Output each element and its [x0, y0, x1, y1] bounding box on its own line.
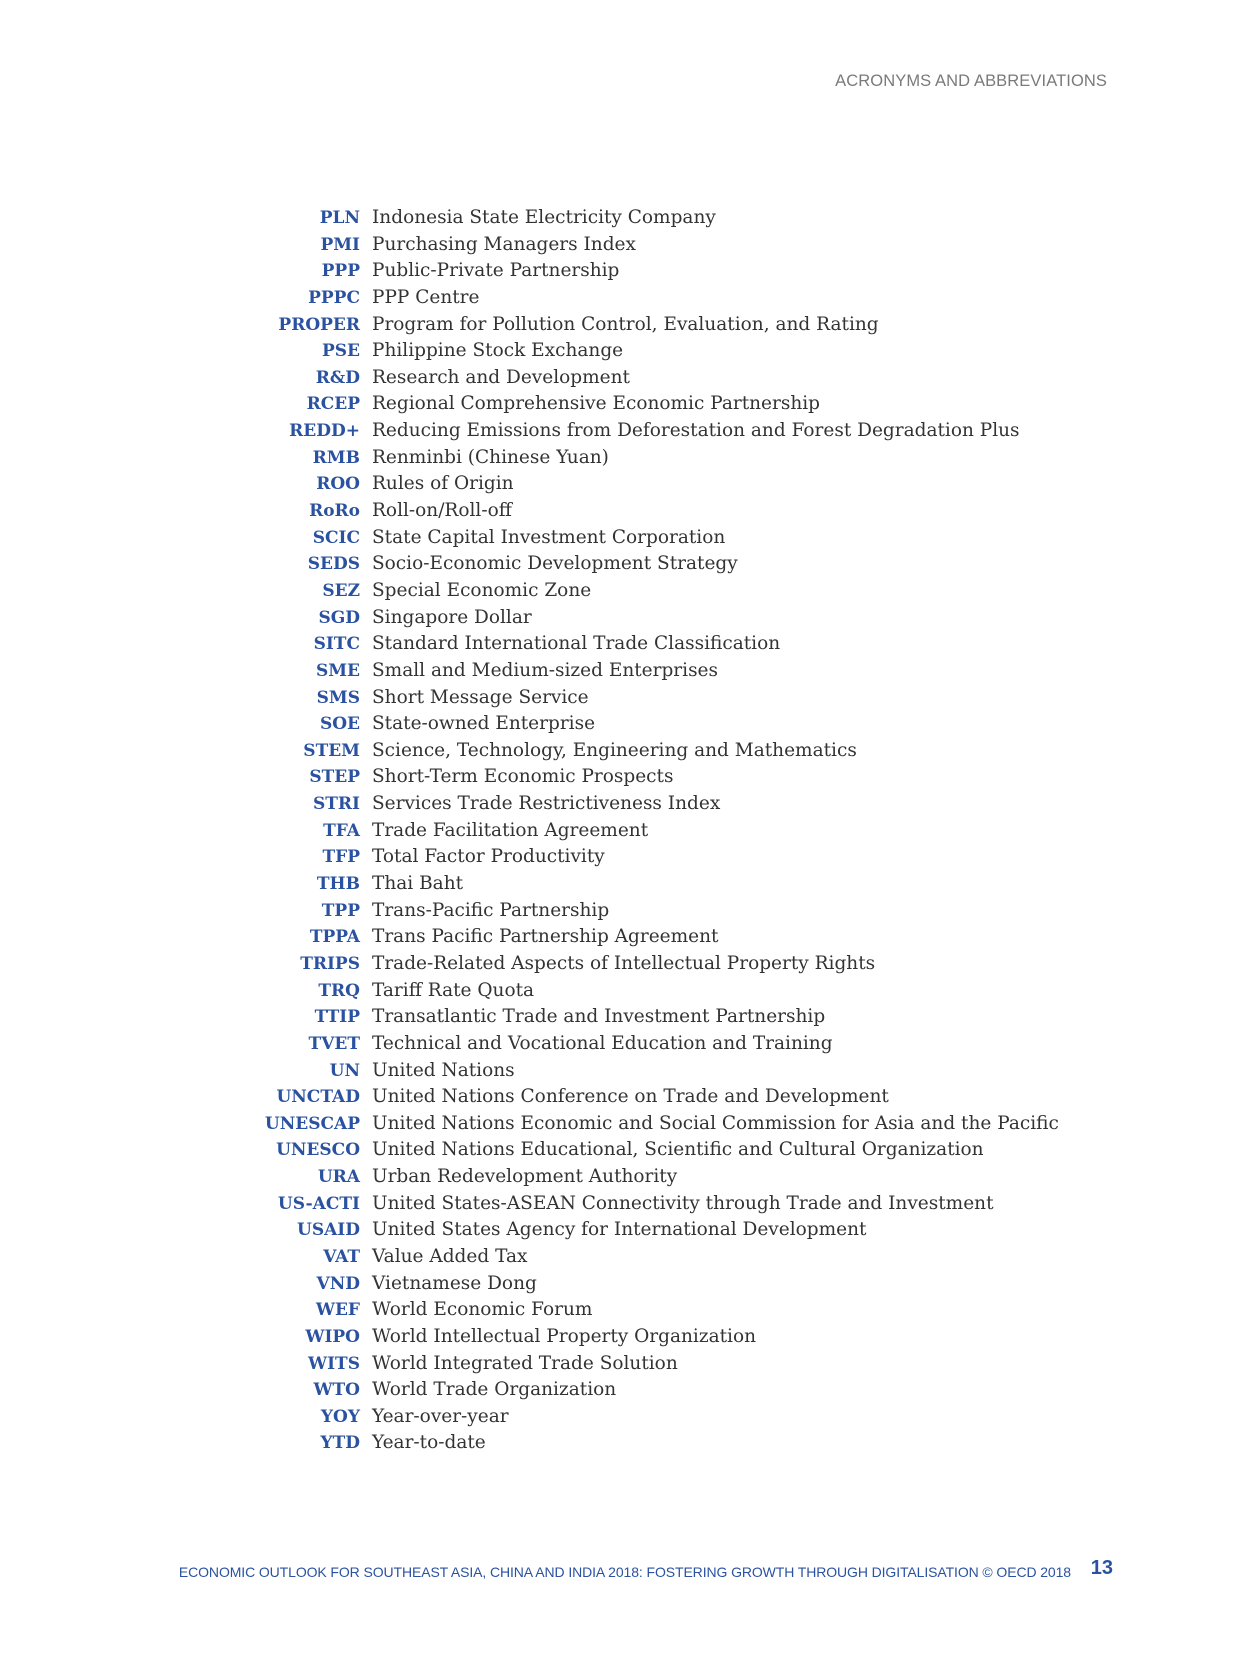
acronym-abbr: WIPO	[305, 1326, 360, 1347]
acronym-abbr: VAT	[323, 1246, 360, 1267]
acronym-entry	[0, 234, 1059, 261]
acronym-definition: Total Factor Productivity	[372, 846, 605, 868]
acronym-abbr: SITC	[313, 634, 360, 655]
acronym-abbr: ROO	[316, 474, 360, 495]
acronym-abbr: TPP	[321, 900, 360, 921]
acronym-definition: World Intellectual Property Organization	[372, 1325, 757, 1347]
acronym-definition: Public-Private Partnership	[372, 260, 620, 282]
acronym-entry	[0, 287, 1059, 314]
acronym-abbr: TTIP	[314, 1007, 360, 1028]
acronym-definition: United Nations	[372, 1059, 515, 1081]
acronym-abbr: UNCTAD	[276, 1087, 360, 1108]
acronym-abbr: RCEP	[306, 394, 360, 415]
acronym-abbr: PMI	[320, 234, 360, 255]
acronym-definition: Small and Medium-sized Enterprises	[372, 659, 718, 681]
acronym-definition: Science, Technology, Engineering and Mathematics	[372, 739, 857, 761]
acronym-definition: Research and Development	[372, 366, 630, 388]
acronym-definition: Standard International Trade Classification	[372, 633, 781, 655]
acronym-definition: Socio-Economic Development Strategy	[372, 553, 738, 575]
acronym-abbr: STEP	[309, 767, 360, 788]
acronym-abbr: SOE	[319, 714, 360, 735]
acronym-entry	[0, 473, 1059, 500]
page-number: 13	[1090, 1557, 1113, 1579]
acronym-abbr: TPPA	[309, 927, 360, 948]
acronym-definition: Urban Redevelopment Authority	[372, 1166, 678, 1188]
acronym-abbr: THB	[316, 874, 360, 895]
acronym-definition: United Nations Economic and Social Commission for Asia and the Pacific	[372, 1112, 1059, 1134]
acronym-abbr: TRQ	[318, 980, 360, 1001]
acronym-definition: Purchasing Managers Index	[372, 233, 636, 255]
acronym-abbr: SCIC	[312, 527, 360, 548]
acronym-definition: Rules of Origin	[372, 473, 514, 495]
acronym-entry	[0, 660, 1059, 687]
acronym-entry	[0, 766, 1059, 793]
acronym-entry	[0, 1299, 1059, 1326]
acronym-abbr: US-ACTI	[277, 1193, 360, 1214]
acronym-entry	[0, 1166, 1059, 1193]
acronym-abbr: PSE	[321, 341, 360, 362]
acronym-definition: Short-Term Economic Prospects	[372, 766, 674, 788]
acronym-abbr: REDD+	[289, 421, 360, 442]
acronym-entry	[0, 1033, 1059, 1060]
acronym-definition: Value Added Tax	[372, 1245, 528, 1267]
acronym-entry	[0, 793, 1059, 820]
acronym-entry	[0, 393, 1059, 420]
acronym-definition: PPP Centre	[372, 286, 480, 308]
acronym-definition: Renminbi (Chinese Yuan)	[372, 446, 609, 468]
acronym-abbr: UNESCO	[276, 1140, 360, 1161]
acronym-definition: Thai Baht	[372, 873, 464, 895]
acronym-abbr: PPPC	[308, 287, 360, 308]
acronym-entry	[0, 1246, 1059, 1273]
acronym-entry	[0, 500, 1059, 527]
acronym-entry	[0, 553, 1059, 580]
acronym-entry	[0, 1086, 1059, 1113]
acronym-definition: Trade-Related Aspects of Intellectual Property Rights	[372, 952, 876, 974]
acronym-definition: Short Message Service	[372, 686, 589, 708]
acronym-definition: Vietnamese Dong	[372, 1272, 537, 1294]
acronym-abbr: UN	[329, 1060, 360, 1081]
acronym-abbr: WTO	[313, 1380, 360, 1401]
acronym-entry	[0, 740, 1059, 767]
acronym-abbr: YTD	[320, 1433, 360, 1454]
acronym-definition: World Trade Organization	[372, 1379, 617, 1401]
acronym-abbr: YOY	[320, 1406, 360, 1427]
acronym-abbr: VND	[316, 1273, 360, 1294]
acronym-entry	[0, 1353, 1059, 1380]
acronym-entry	[0, 580, 1059, 607]
acronym-entry	[0, 1193, 1059, 1220]
acronym-entry	[0, 607, 1059, 634]
acronym-entry	[0, 1406, 1059, 1433]
acronym-abbr: URA	[317, 1167, 360, 1188]
acronym-entry	[0, 633, 1059, 660]
acronym-abbr: PROPER	[278, 314, 360, 335]
acronym-definition: World Economic Forum	[372, 1299, 593, 1321]
acronym-entry	[0, 953, 1059, 980]
acronym-definition: Singapore Dollar	[372, 606, 532, 628]
acronym-definition: Reducing Emissions from Deforestation and Forest Degradation Plus	[372, 420, 1020, 442]
acronym-abbr: SMS	[316, 687, 360, 708]
running-header: ACRONYMS AND ABBREVIATIONS	[835, 72, 1107, 90]
acronym-abbr: STRI	[312, 794, 360, 815]
acronym-abbr: RMB	[312, 447, 360, 468]
acronym-definition: Year-to-date	[372, 1432, 486, 1454]
acronym-entry	[0, 1219, 1059, 1246]
acronym-abbr: SGD	[318, 607, 360, 628]
acronym-entry	[0, 1139, 1059, 1166]
acronym-entry	[0, 367, 1059, 394]
acronym-abbr: TRIPS	[300, 953, 360, 974]
acronym-abbr: RoRo	[309, 501, 360, 522]
acronym-abbr: WITS	[308, 1353, 360, 1374]
acronym-abbr: PLN	[319, 208, 360, 228]
acronym-abbr: WEF	[315, 1300, 360, 1321]
acronym-definition: Trans Pacific Partnership Agreement	[372, 926, 719, 948]
acronym-definition: Trans-Pacific Partnership	[372, 899, 610, 921]
acronym-list	[0, 207, 1059, 1459]
acronym-definition: Year-over-year	[372, 1405, 509, 1427]
acronym-definition: United Nations Educational, Scientific and Cultural Organization	[372, 1139, 984, 1161]
acronym-entry	[0, 1273, 1059, 1300]
acronym-entry	[0, 447, 1059, 474]
acronym-definition: Program for Pollution Control, Evaluation, and Rating	[372, 313, 879, 335]
acronym-definition: Special Economic Zone	[372, 579, 592, 601]
acronym-definition: Indonesia State Electricity Company	[372, 207, 716, 228]
acronym-entry	[0, 260, 1059, 287]
acronym-abbr: PPP	[321, 261, 360, 282]
acronym-definition: United Nations Conference on Trade and Development	[372, 1086, 889, 1108]
acronym-definition: United States Agency for International Development	[372, 1219, 867, 1241]
acronym-definition: Transatlantic Trade and Investment Partnership	[372, 1006, 826, 1028]
acronym-entry	[0, 207, 1059, 234]
acronym-abbr: USAID	[297, 1220, 360, 1241]
acronym-abbr: TFA	[323, 820, 360, 841]
acronym-entry	[0, 340, 1059, 367]
acronym-entry	[0, 687, 1059, 714]
acronym-entry	[0, 420, 1059, 447]
acronym-abbr: TFP	[322, 847, 360, 868]
acronym-entry	[0, 1379, 1059, 1406]
acronym-entry	[0, 527, 1059, 554]
acronym-definition: Services Trade Restrictiveness Index	[372, 793, 721, 815]
acronym-entry	[0, 1060, 1059, 1087]
acronym-abbr: R&D	[315, 367, 360, 388]
acronym-entry	[0, 820, 1059, 847]
acronym-definition: State-owned Enterprise	[372, 713, 596, 735]
acronym-abbr: SEZ	[322, 580, 360, 601]
acronym-entry	[0, 926, 1059, 953]
acronym-definition: Tariff Rate Quota	[372, 979, 535, 1001]
acronym-entry	[0, 1326, 1059, 1353]
acronym-abbr: SME	[315, 660, 360, 681]
acronym-entry	[0, 846, 1059, 873]
acronym-definition: United States-ASEAN Connectivity through Trade and Investment	[372, 1192, 994, 1214]
acronym-entry	[0, 1113, 1059, 1140]
acronym-definition: State Capital Investment Corporation	[372, 526, 726, 548]
acronym-abbr: SEDS	[307, 554, 360, 575]
footer-publication: ECONOMIC OUTLOOK FOR SOUTHEAST ASIA, CHINA AND INDIA 2018: FOSTERING GROWTH THROUGH DIGITALISATION © OECD 2018	[178, 1564, 1071, 1580]
acronym-definition: Technical and Vocational Education and Training	[372, 1032, 833, 1054]
acronym-entry	[0, 900, 1059, 927]
acronym-definition: Roll-on/Roll-off	[372, 500, 512, 522]
acronym-definition: Trade Facilitation Agreement	[372, 819, 649, 841]
acronym-abbr: STEM	[303, 740, 360, 761]
acronym-entry	[0, 980, 1059, 1007]
acronym-entry	[0, 873, 1059, 900]
acronym-entry	[0, 1006, 1059, 1033]
acronym-definition: Regional Comprehensive Economic Partnership	[372, 393, 821, 415]
acronym-entry	[0, 1432, 1059, 1459]
acronym-entry	[0, 314, 1059, 341]
acronym-abbr: UNESCAP	[264, 1113, 360, 1134]
acronym-definition: World Integrated Trade Solution	[372, 1352, 678, 1374]
acronym-abbr: TVET	[308, 1033, 360, 1054]
acronym-definition: Philippine Stock Exchange	[372, 340, 624, 362]
acronym-entry	[0, 713, 1059, 740]
